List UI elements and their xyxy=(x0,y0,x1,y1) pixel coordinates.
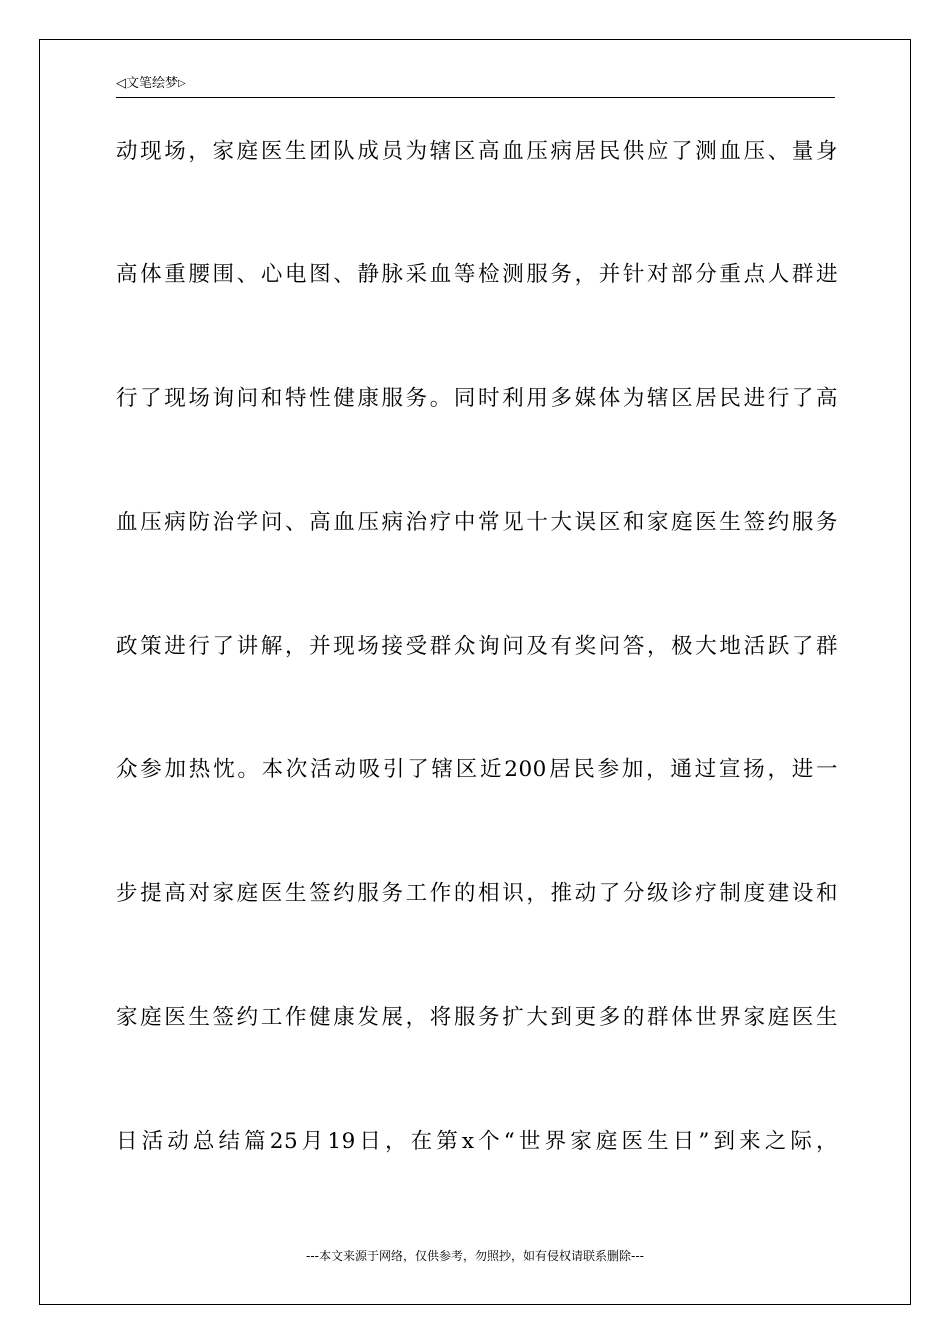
left-triangle-icon: ◁ xyxy=(116,76,126,91)
body-line: 血压病防治学问、高血压病治疗中常见十大误区和家庭医生签约服务 xyxy=(116,510,838,535)
body-line: 动现场，家庭医生团队成员为辖区高血压病居民供应了测血压、量身 xyxy=(116,139,838,164)
header-title: 文笔绘梦 xyxy=(126,76,179,91)
page-footer: ---本文来源于网络，仅供参考，勿照抄，如有侵权请联系删除--- xyxy=(306,1249,644,1263)
body-line: 行了现场询问和特性健康服务。同时利用多媒体为辖区居民进行了高 xyxy=(116,386,838,411)
body-line: 步提高对家庭医生签约服务工作的相识，推动了分级诊疗制度建设和 xyxy=(116,881,838,906)
page-header xyxy=(116,74,835,98)
right-triangle-icon: ▷ xyxy=(178,78,186,89)
body-line: 众参加热忱。本次活动吸引了辖区近200居民参加，通过宣扬，进一 xyxy=(116,757,838,782)
page-frame xyxy=(39,39,911,1305)
body-line: 日活动总结篇25月19日，在第x个“世界家庭医生日”到来之际， xyxy=(116,1129,838,1154)
body-line: 政策进行了讲解，并现场接受群众询问及有奖问答，极大地活跃了群 xyxy=(116,634,838,659)
body-line: 高体重腰围、心电图、静脉采血等检测服务，并针对部分重点人群进 xyxy=(116,262,838,287)
body-line: 家庭医生签约工作健康发展，将服务扩大到更多的群体世界家庭医生 xyxy=(116,1005,838,1030)
